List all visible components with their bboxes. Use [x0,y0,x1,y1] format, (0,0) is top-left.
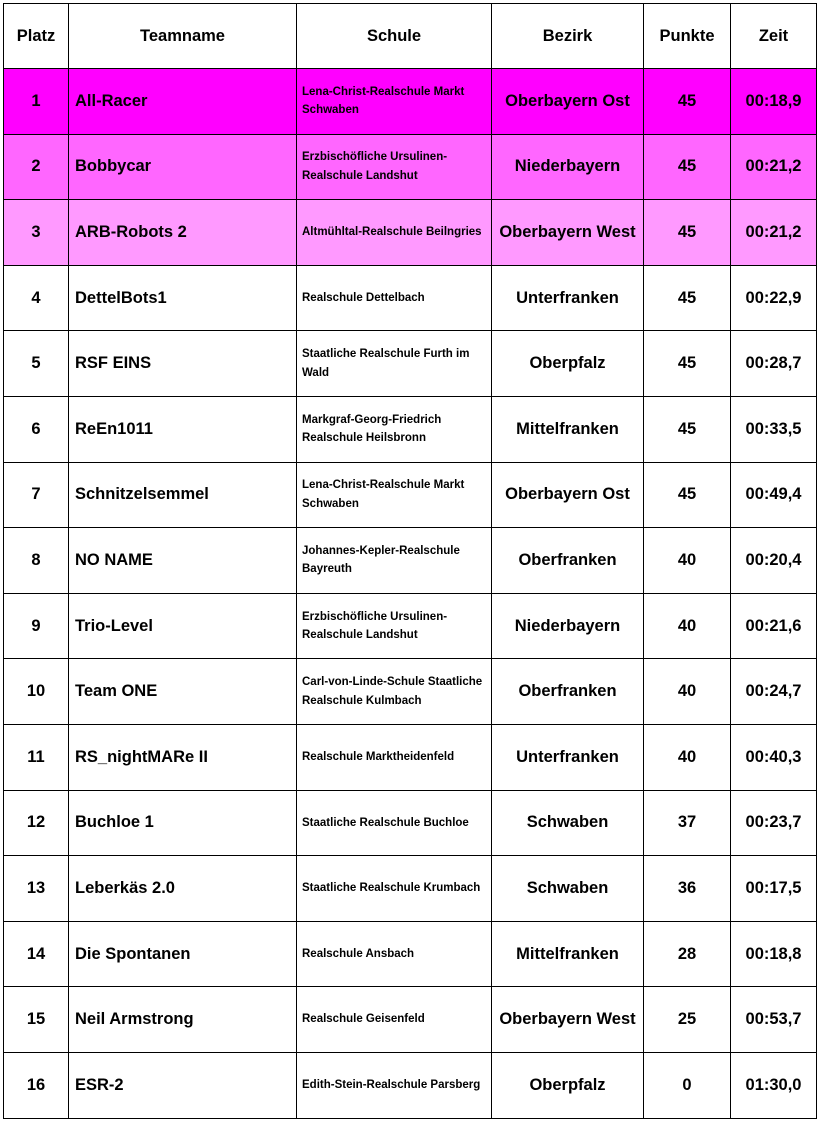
results-table [3,3,817,1119]
team-name-cell: DettelBots1 [69,265,297,331]
time-cell: 00:49,4 [731,462,817,528]
district-cell: Oberbayern West [492,987,644,1053]
time-cell: 00:24,7 [731,659,817,725]
school-cell: Lena-Christ-Realschule Markt Schwaben [297,462,492,528]
table-row [4,790,817,856]
rank-cell: 13 [4,856,69,922]
header-row [4,4,817,69]
points-cell: 0 [644,1052,731,1118]
time-cell: 00:20,4 [731,528,817,594]
table-row [4,331,817,397]
school-cell: Realschule Dettelbach [297,265,492,331]
rank-cell: 10 [4,659,69,725]
points-cell: 45 [644,134,731,200]
time-cell: 00:17,5 [731,856,817,922]
team-name-cell: Die Spontanen [69,921,297,987]
time-cell: 01:30,0 [731,1052,817,1118]
time-cell: 00:53,7 [731,987,817,1053]
points-cell: 45 [644,200,731,266]
table-row [4,724,817,790]
time-cell: 00:28,7 [731,331,817,397]
time-cell: 00:33,5 [731,396,817,462]
district-cell: Mittelfranken [492,396,644,462]
rank-cell: 12 [4,790,69,856]
rank-cell: 4 [4,265,69,331]
team-name-cell: Schnitzelsemmel [69,462,297,528]
district-cell: Oberfranken [492,528,644,594]
team-name-cell: ESR-2 [69,1052,297,1118]
time-cell: 00:40,3 [731,724,817,790]
team-name-cell: RSF EINS [69,331,297,397]
time-cell: 00:23,7 [731,790,817,856]
table-row [4,593,817,659]
school-cell: Realschule Geisenfeld [297,987,492,1053]
rank-cell: 15 [4,987,69,1053]
points-cell: 45 [644,265,731,331]
team-name-cell: NO NAME [69,528,297,594]
district-cell: Oberfranken [492,659,644,725]
rank-cell: 11 [4,724,69,790]
header-points: Punkte [644,4,731,69]
rank-cell: 16 [4,1052,69,1118]
header-school: Schule [297,4,492,69]
school-cell: Markgraf-Georg-Friedrich Realschule Heilsbronn [297,396,492,462]
school-cell: Altmühltal-Realschule Beilngries [297,200,492,266]
school-cell: Johannes-Kepler-Realschule Bayreuth [297,528,492,594]
team-name-cell: Bobbycar [69,134,297,200]
team-name-cell: Trio-Level [69,593,297,659]
team-name-cell: ARB-Robots 2 [69,200,297,266]
time-cell: 00:18,8 [731,921,817,987]
time-cell: 00:21,6 [731,593,817,659]
table-row [4,659,817,725]
points-cell: 45 [644,69,731,135]
table-row [4,462,817,528]
table-row [4,200,817,266]
points-cell: 40 [644,528,731,594]
points-cell: 40 [644,724,731,790]
school-cell: Edith-Stein-Realschule Parsberg [297,1052,492,1118]
rank-cell: 6 [4,396,69,462]
school-cell: Erzbischöfliche Ursulinen-Realschule Landshut [297,134,492,200]
rank-cell: 5 [4,331,69,397]
points-cell: 28 [644,921,731,987]
team-name-cell: RS_nightMARe II [69,724,297,790]
table-row [4,987,817,1053]
district-cell: Schwaben [492,790,644,856]
team-name-cell: Buchloe 1 [69,790,297,856]
time-cell: 00:18,9 [731,69,817,135]
school-cell: Carl-von-Linde-Schule Staatliche Realschule Kulmbach [297,659,492,725]
district-cell: Oberbayern Ost [492,69,644,135]
time-cell: 00:22,9 [731,265,817,331]
district-cell: Oberpfalz [492,331,644,397]
rank-cell: 2 [4,134,69,200]
table-row [4,921,817,987]
points-cell: 45 [644,462,731,528]
header-team: Teamname [69,4,297,69]
school-cell: Staatliche Realschule Krumbach [297,856,492,922]
points-cell: 40 [644,659,731,725]
points-cell: 25 [644,987,731,1053]
rank-cell: 9 [4,593,69,659]
rank-cell: 7 [4,462,69,528]
rank-cell: 14 [4,921,69,987]
header-time: Zeit [731,4,817,69]
district-cell: Niederbayern [492,593,644,659]
header-district: Bezirk [492,4,644,69]
rank-cell: 1 [4,69,69,135]
points-cell: 45 [644,331,731,397]
district-cell: Oberpfalz [492,1052,644,1118]
team-name-cell: Leberkäs 2.0 [69,856,297,922]
table-row [4,396,817,462]
table-row [4,1052,817,1118]
points-cell: 36 [644,856,731,922]
team-name-cell: ReEn1011 [69,396,297,462]
school-cell: Staatliche Realschule Furth im Wald [297,331,492,397]
district-cell: Oberbayern West [492,200,644,266]
school-cell: Realschule Ansbach [297,921,492,987]
results-body [4,69,817,1119]
table-row [4,856,817,922]
team-name-cell: All-Racer [69,69,297,135]
points-cell: 37 [644,790,731,856]
time-cell: 00:21,2 [731,200,817,266]
district-cell: Unterfranken [492,265,644,331]
table-row [4,528,817,594]
school-cell: Realschule Marktheidenfeld [297,724,492,790]
table-row [4,69,817,135]
points-cell: 45 [644,396,731,462]
school-cell: Staatliche Realschule Buchloe [297,790,492,856]
rank-cell: 8 [4,528,69,594]
district-cell: Oberbayern Ost [492,462,644,528]
points-cell: 40 [644,593,731,659]
table-row [4,134,817,200]
team-name-cell: Team ONE [69,659,297,725]
rank-cell: 3 [4,200,69,266]
district-cell: Unterfranken [492,724,644,790]
school-cell: Erzbischöfliche Ursulinen-Realschule Landshut [297,593,492,659]
district-cell: Niederbayern [492,134,644,200]
header-rank: Platz [4,4,69,69]
school-cell: Lena-Christ-Realschule Markt Schwaben [297,69,492,135]
team-name-cell: Neil Armstrong [69,987,297,1053]
table-row [4,265,817,331]
time-cell: 00:21,2 [731,134,817,200]
district-cell: Mittelfranken [492,921,644,987]
district-cell: Schwaben [492,856,644,922]
